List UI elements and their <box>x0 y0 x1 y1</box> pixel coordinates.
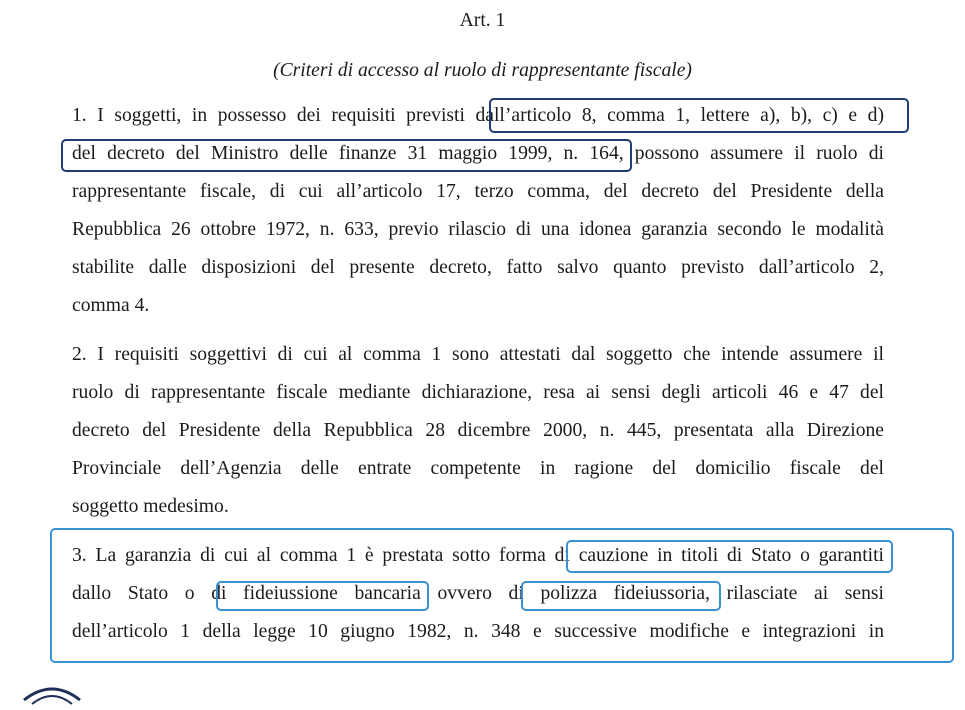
paragraph-line: del decreto del Ministro delle finanze 31 maggio 1999, n. 164, possono assumere il ruolo di <box>72 143 884 164</box>
paragraph-line: stabilite dalle disposizioni del presente decreto, fatto salvo quanto previsto dall’articolo 2, <box>72 257 884 278</box>
paragraph-line: dallo Stato o di fideiussione bancaria ovvero di polizza fideiussoria, rilasciate ai sensi <box>72 583 884 604</box>
highlight-box-fideiussione <box>216 581 429 611</box>
article-heading: Art. 1 <box>459 10 506 31</box>
highlight-box-decree-1999 <box>61 139 632 172</box>
highlight-box-article-8 <box>489 98 909 133</box>
paragraph-line: 3. La garanzia di cui al comma 1 è prestata sotto forma di cauzione in titoli di Stato o garantiti <box>72 545 884 566</box>
paragraph-line: 1. I soggetti, in possesso dei requisiti previsti dall’articolo 8, comma 1, lettere a), b), c) e d) <box>72 105 884 126</box>
paragraph-line: Repubblica 26 ottobre 1972, n. 633, previo rilascio di una idonea garanzia secondo le modalità <box>72 219 884 240</box>
paragraph-line: soggetto medesimo. <box>72 496 229 517</box>
paragraph-line: 2. I requisiti soggettivi di cui al comma 1 sono attestati dal soggetto che intende assumere il <box>72 344 884 365</box>
paragraph-line: ruolo di rappresentante fiscale mediante dichiarazione, resa ai sensi degli articoli 46 e 47 del <box>72 382 884 403</box>
paragraph-line: decreto del Presidente della Repubblica 28 dicembre 2000, n. 445, presentata alla Direzione <box>72 420 884 441</box>
highlight-box-cauzione <box>566 540 893 573</box>
seal-fragment-icon <box>22 680 82 710</box>
highlight-box-polizza <box>521 581 721 611</box>
paragraph-line: comma 4. <box>72 295 150 316</box>
paragraph-line: rappresentante fiscale, di cui all’articolo 17, terzo comma, del decreto del Presidente della <box>72 181 884 202</box>
paragraph-line: Provinciale dell’Agenzia delle entrate competente in ragione del domicilio fiscale del <box>72 458 884 479</box>
article-subtitle: (Criteri di accesso al ruolo di rappresentante fiscale) <box>273 60 692 81</box>
paragraph-line: dell’articolo 1 della legge 10 giugno 1982, n. 348 e successive modifiche e integrazioni in <box>72 621 884 642</box>
